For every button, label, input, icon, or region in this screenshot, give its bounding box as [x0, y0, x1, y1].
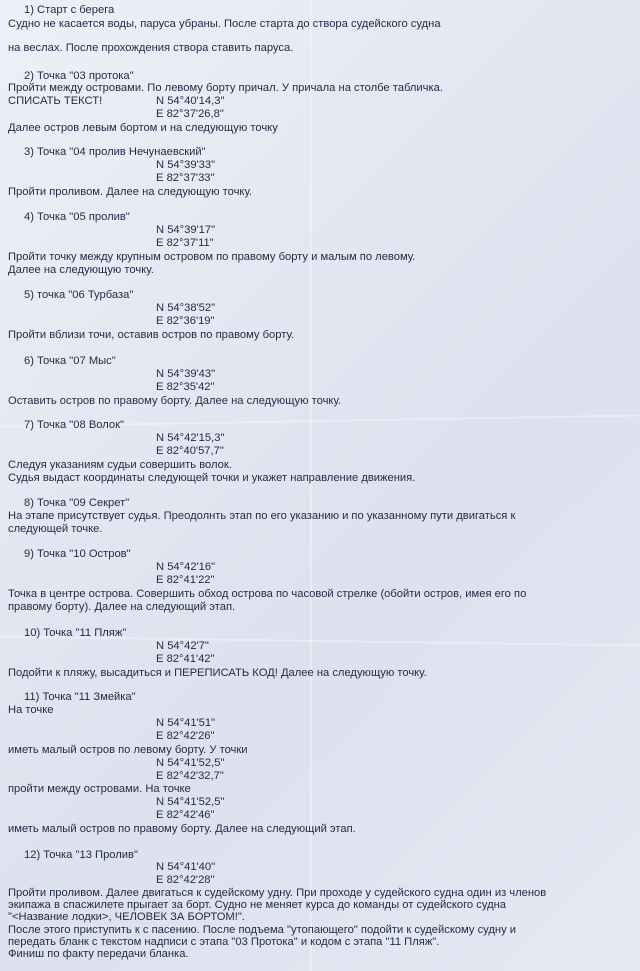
section-text: На этапе присутствует судья. Преодолнть этап по его указанию и по указанному пути двигаться к	[8, 510, 516, 522]
section-text: Подойти к пляжу, высадиться и ПЕРЕПИСАТЬ КОД! Далее на следующую точку.	[8, 667, 427, 679]
section-text: передать бланк с текстом надписи с этапа "03 Протока" и кодом с этапа "11 Пляж".	[8, 936, 440, 948]
section-text: Пройти точку между крупным островом по правому борту и малым по левому.	[8, 251, 416, 263]
coordinate-latitude: N 54°42'16"	[156, 561, 216, 573]
coordinate-longitude: E 82°40'57,7"	[156, 445, 224, 457]
section-text: Пройти проливом. Далее на следующую точку.	[8, 186, 253, 198]
coordinate-latitude: N 54°39'33"	[156, 159, 216, 171]
coordinate-longitude: E 82°37'11"	[156, 237, 214, 249]
section-text: Пройти вблизи точи, оставив остров по правому борту.	[8, 329, 295, 341]
section-text: "<Название лодки>, ЧЕЛОВЕК ЗА БОРТОМ!".	[8, 911, 245, 923]
section-title: 4) Точка "05 пролив"	[24, 211, 130, 223]
section-title: 7) Точка "08 Волок"	[24, 419, 124, 431]
section-text: следующей точке.	[8, 523, 103, 535]
section-text: иметь малый остров по левому борту. У точки	[8, 744, 248, 756]
section-title: 1) Старт с берега	[24, 4, 115, 16]
section-text: Далее на следующую точку.	[8, 264, 154, 276]
section-text: Финиш по факту передачи бланка.	[8, 948, 189, 960]
coordinate-longitude: E 82°42'28"	[156, 874, 215, 886]
coordinate-longitude: E 82°37'26,8"	[156, 108, 224, 120]
coordinate-latitude: N 54°38'52"	[156, 302, 216, 314]
coordinate-longitude: E 82°36'19"	[156, 315, 215, 327]
coordinate-longitude: E 82°35'42"	[156, 381, 215, 393]
section-text: правому борту). Далее на следующий этап.	[8, 601, 236, 613]
section-text: иметь малый остров по правому борту. Далее на следующий этап.	[8, 823, 356, 835]
inline-instruction: СПИСАТЬ ТЕКСТ!	[8, 95, 103, 107]
coordinate-latitude: N 54°41'52,5"	[156, 757, 225, 769]
coordinate-latitude: N 54°40'14,3"	[156, 95, 225, 107]
section-text: Пройти проливом. Далее двигаться к судейскому удну. При проходе у судейского судна один из членов	[8, 887, 547, 899]
section-text: Следуя указаниям судьи совершить волок.	[8, 459, 232, 471]
section-text: После этого приступить к с пасению. После подъема "утопающего" подойти к судейскому судну и	[8, 924, 517, 936]
coordinate-longitude: E 82°42'26"	[156, 730, 215, 742]
section-title: 5) точка "06 Турбаза"	[24, 289, 134, 301]
section-title: 9) Точка "10 Остров"	[24, 548, 131, 560]
section-title: 11) Точка "11 Змейка"	[24, 691, 136, 703]
section-text: На точке	[8, 704, 54, 716]
coordinate-latitude: N 54°41'51"	[156, 717, 216, 729]
section-title: 6) Точка "07 Мыс"	[24, 355, 116, 367]
section-text: пройти между островами. На точке	[8, 783, 191, 795]
section-text: Судно не касается воды, паруса убраны. После старта до створа судейского судна	[8, 18, 441, 30]
section-title: 2) Точка "03 протока"	[24, 70, 134, 82]
section-title: 10) Точка "11 Пляж"	[24, 627, 127, 639]
section-text: Далее остров левым бортом и на следующую точку	[8, 122, 278, 134]
section-text: Пройти между островами. По левому борту причал. У причала на столбе табличка.	[8, 82, 443, 94]
coordinate-latitude: N 54°42'7"	[156, 640, 209, 652]
section-title: 8) Точка "09 Секрет"	[24, 497, 130, 509]
section-text: на веслах. После прохождения створа ставить паруса.	[8, 42, 294, 54]
coordinate-latitude: N 54°41'40"	[156, 861, 216, 873]
section-title: 12) Точка "13 Пролив"	[24, 849, 138, 861]
section-text: Судья выдаст координаты следующей точки и укажет направление движения.	[8, 472, 416, 484]
coordinate-longitude: E 82°41'42"	[156, 653, 215, 665]
section-text: экипажа в спасжилете прыгает за борт. Судно не меняет курса до команды от судейского судна	[8, 899, 507, 911]
coordinate-longitude: E 82°42'46"	[156, 809, 215, 821]
coordinate-latitude: N 54°39'17"	[156, 224, 216, 236]
coordinate-longitude: E 82°37'33"	[156, 172, 215, 184]
coordinate-latitude: N 54°41'52,5"	[156, 796, 225, 808]
coordinate-longitude: E 82°41'22"	[156, 574, 215, 586]
section-text: Точка в центре острова. Совершить обход острова по часовой стрелке (обойти остров, имея его по	[8, 588, 527, 600]
coordinate-latitude: N 54°42'15,3"	[156, 432, 225, 444]
coordinate-longitude: E 82°42'32,7"	[156, 770, 224, 782]
section-text: Оставить остров по правому борту. Далее на следующую точку.	[8, 395, 342, 407]
coordinate-latitude: N 54°39'43"	[156, 368, 216, 380]
section-title: 3) Точка "04 пролив Нечунаевский"	[24, 146, 206, 158]
